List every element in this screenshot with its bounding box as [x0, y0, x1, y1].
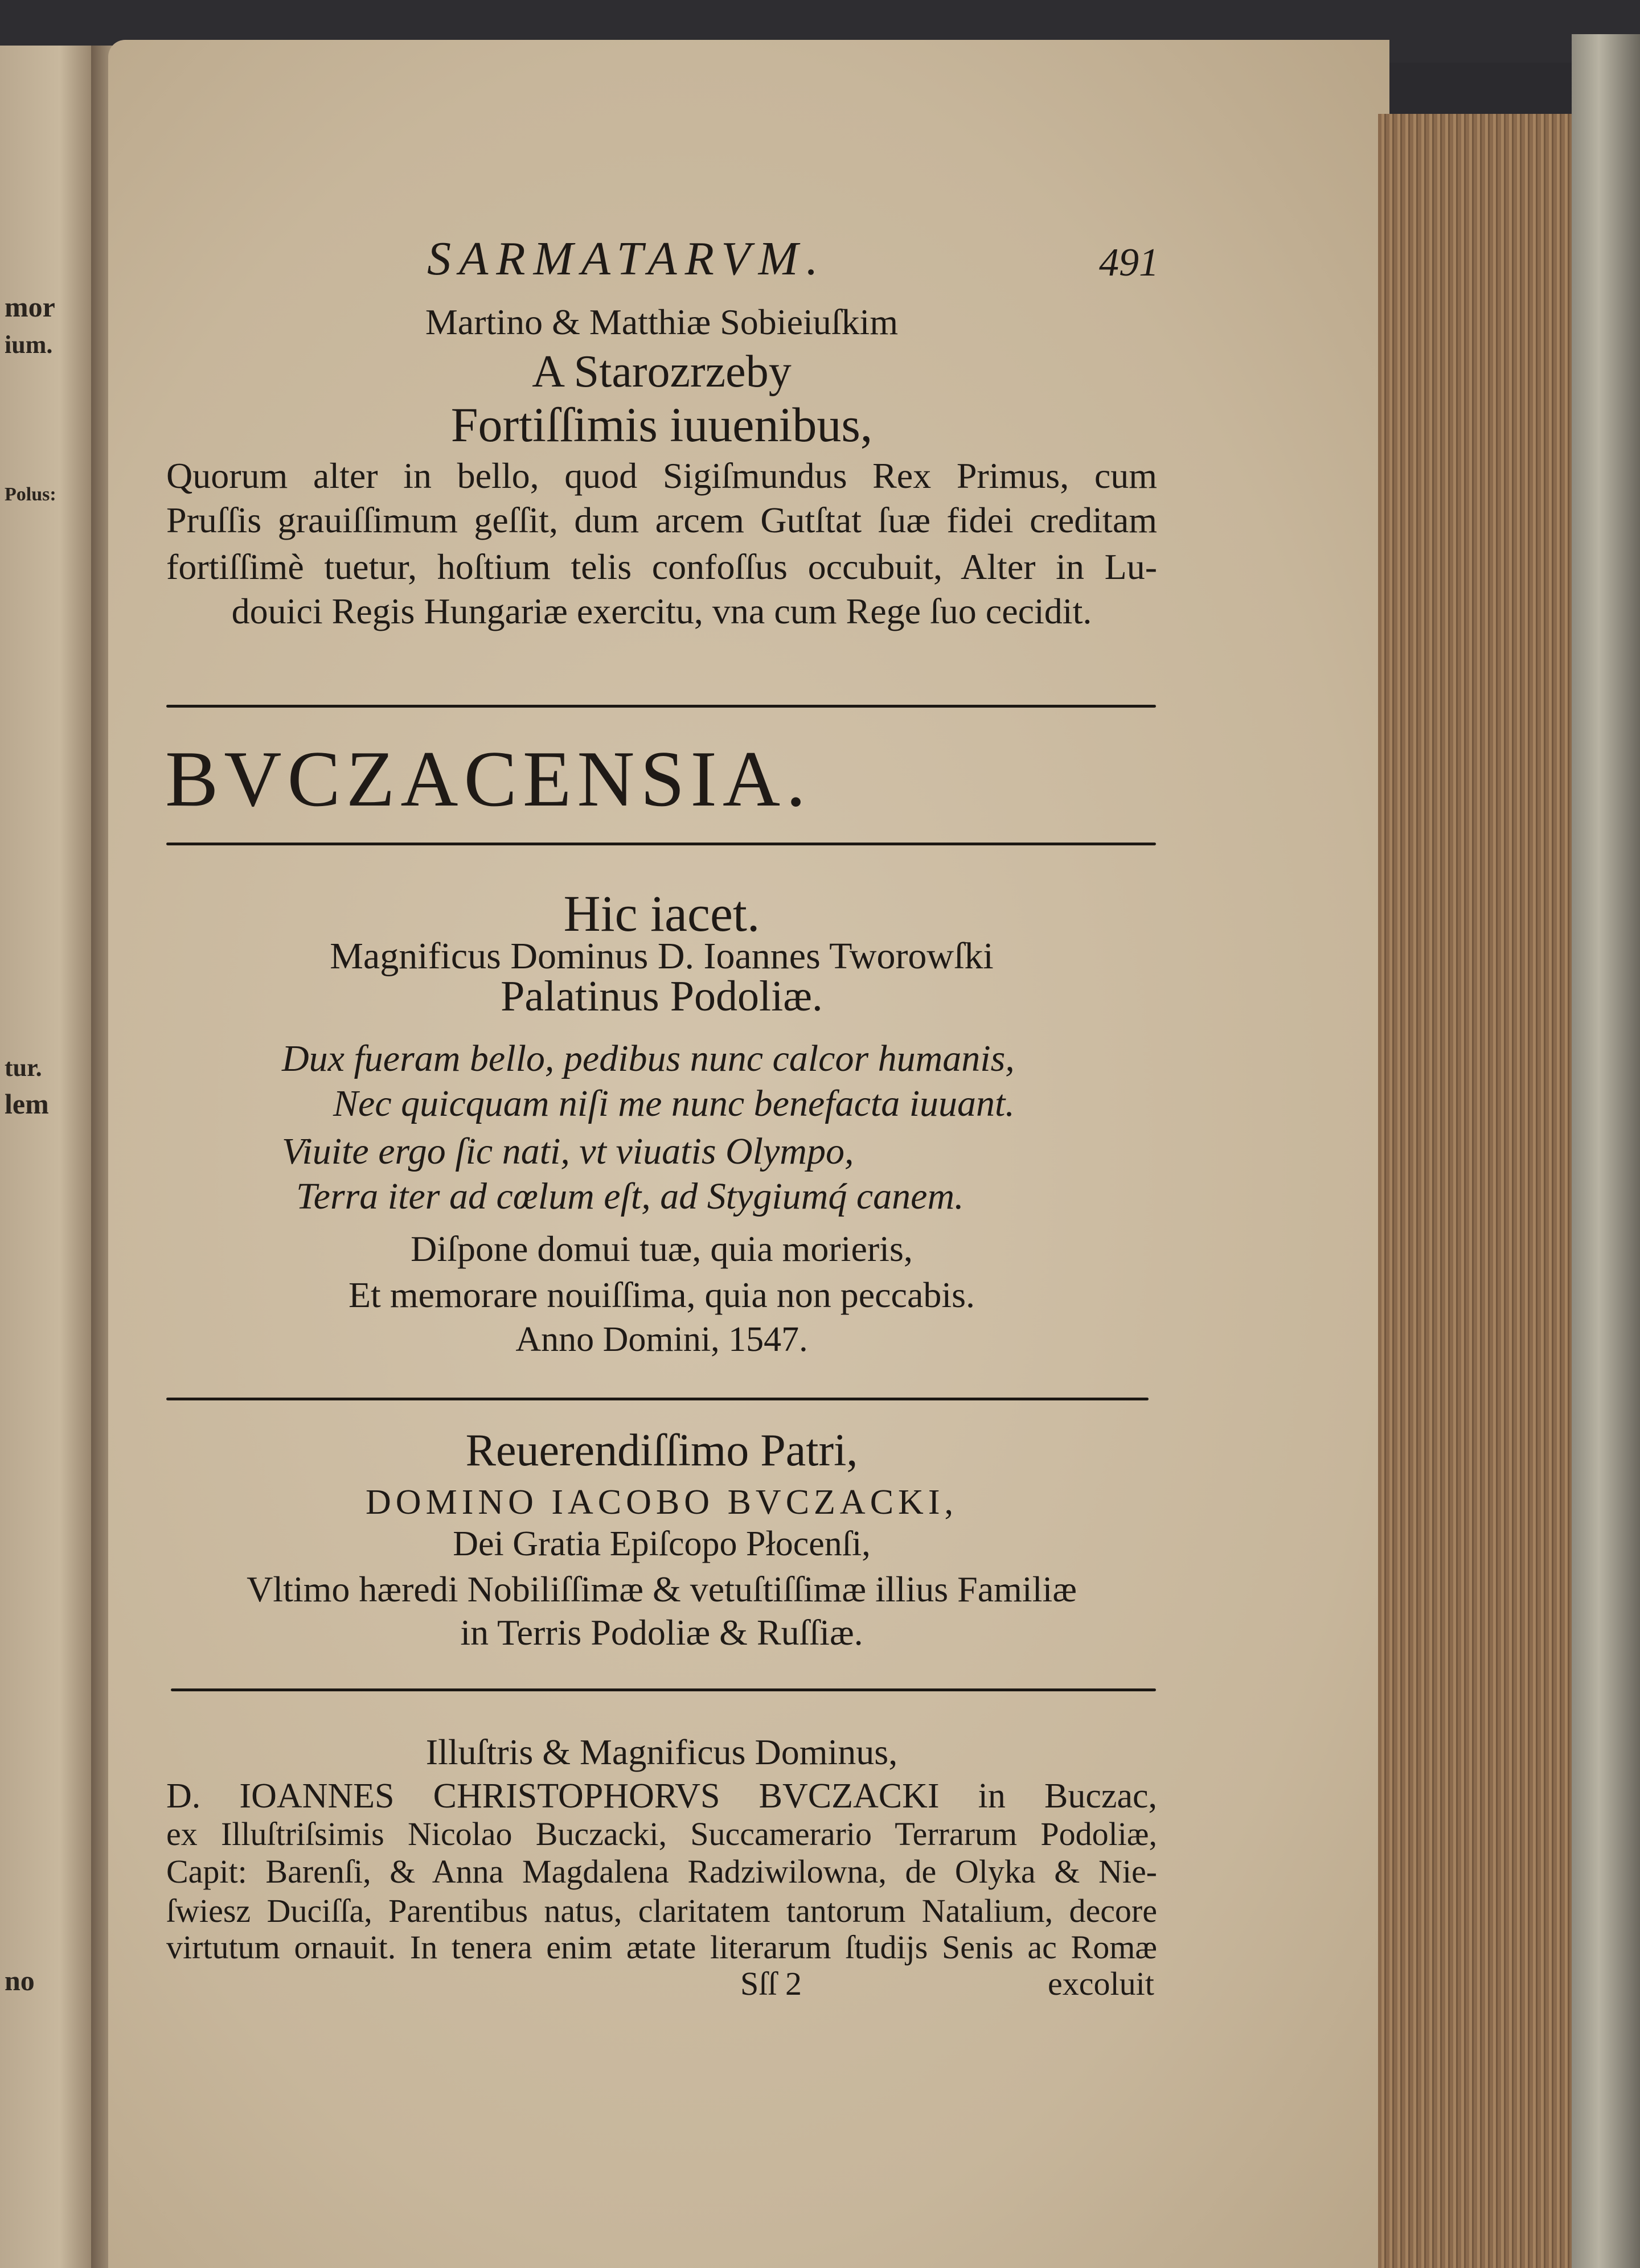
dedicatee-names: Martino & Matthiæ Sobieiuſkim — [425, 302, 899, 342]
biography-line: ſwiesz Duciſſa, Parentibus natus, claritatem tantorum Natalium, decore — [166, 1892, 1157, 1929]
left-page-fragment: lem — [5, 1088, 49, 1120]
page-number: 491 — [1099, 241, 1159, 285]
dedication-line: Reuerendiſſimo Patri, — [465, 1425, 858, 1476]
biography-line: Capit: Barenſi, & Anna Magdalena Radziwilowna, de Olyka & Nie- — [166, 1853, 1157, 1890]
left-page — [0, 46, 100, 2268]
horizontal-rule — [166, 843, 1156, 845]
dedication-line: Dei Gratia Epiſcopo Płocenſi, — [453, 1525, 871, 1563]
signature-mark: Sſſ 2 — [740, 1965, 802, 2002]
biography-line: D. IOANNES CHRISTOPHORVS BVCZACKI in Buczac, — [166, 1777, 1157, 1815]
motto-line: Diſpone domui tuæ, quia morieris, — [411, 1228, 913, 1269]
biography-heading: Illuſtris & Magnificus Dominus, — [425, 1732, 898, 1772]
catchword: excoluit — [1048, 1965, 1154, 2002]
left-page-fragment: tur. — [5, 1054, 42, 1082]
paragraph-line: Pruſſis grauiſſimum geſſit, dum arcem Gutſtat ſuæ fidei creditam — [166, 500, 1157, 540]
epitaph-title: Palatinus Podoliæ. — [501, 972, 823, 1020]
left-page-fragment: Polus: — [5, 484, 56, 505]
motto-line: Et memorare nouiſſima, quia non peccabis. — [348, 1275, 975, 1315]
horizontal-rule — [171, 1688, 1156, 1691]
left-page-fragment: mor — [5, 291, 55, 323]
epitaph-name: Magnificus Dominus D. Ioannes Tworowſki — [330, 935, 994, 977]
left-page-fragment: ium. — [5, 331, 53, 359]
epitaph-date: Anno Domini, 1547. — [515, 1320, 808, 1359]
dedication-line: DOMINO IACOBO BVCZACKI, — [366, 1483, 958, 1522]
paragraph-line: fortiſſimè tuetur, hoſtium telis confoſſus occubuit, Alter in Lu- — [166, 547, 1157, 587]
horizontal-rule — [166, 1398, 1149, 1400]
epitaph-heading: Hic iacet. — [563, 886, 760, 942]
epitaph-verse: Viuite ergo ſic nati, vt viuatis Olympo, — [282, 1131, 854, 1172]
running-head: SARMATARVM. — [427, 232, 826, 285]
book-cover — [1572, 34, 1640, 2268]
dedication-line: Vltimo hæredi Nobiliſſimæ & vetuſtiſſimæ illius Familiæ — [247, 1569, 1077, 1609]
biography-line: virtutum ornauit. In tenera enim ætate literarum ſtudijs Senis ac Romæ — [166, 1929, 1157, 1966]
epitaph-verse: Terra iter ad cœlum eſt, ad Stygiumq́ canem. — [296, 1176, 964, 1217]
section-title: BVCZACENSIA. — [165, 735, 812, 823]
epitaph-verse: Dux fueram bello, pedibus nunc calcor humanis, — [282, 1038, 1015, 1079]
page-edges — [1378, 114, 1577, 2268]
horizontal-rule — [166, 705, 1156, 708]
biography-line: ex Illuſtriſsimis Nicolao Buczacki, Succamerario Terrarum Podoliæ, — [166, 1815, 1157, 1852]
dedicatee-place: A Starozrzeby — [532, 347, 792, 397]
dedication-line: in Terris Podoliæ & Ruſſiæ. — [460, 1612, 863, 1653]
paragraph-line: douici Regis Hungariæ exercitu, vna cum Rege ſuo cecidit. — [231, 591, 1092, 631]
dedicatee-epithet: Fortiſſimis iuuenibus, — [450, 397, 873, 452]
left-page-fragment: no — [5, 1965, 35, 1996]
epitaph-verse: Nec quicquam niſi me nunc benefacta iuuant. — [333, 1083, 1015, 1124]
paragraph-line: Quorum alter in bello, quod Sigiſmundus Rex Primus, cum — [166, 455, 1157, 496]
